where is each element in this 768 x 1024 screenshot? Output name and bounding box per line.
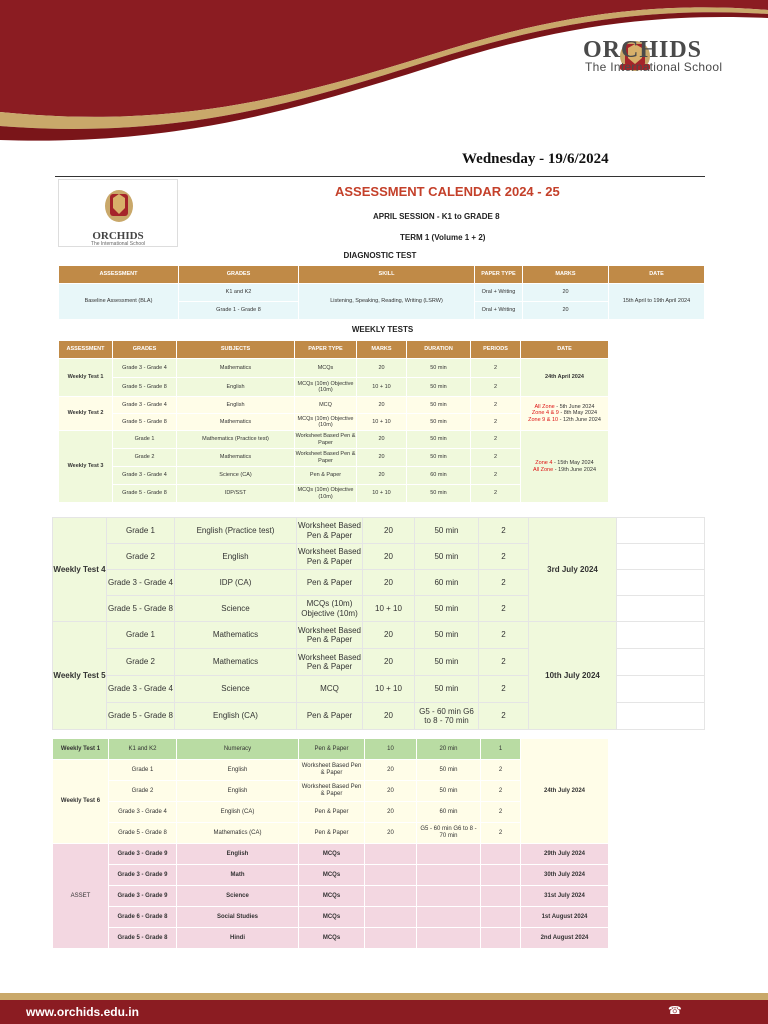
- grades-cell: Grade 3 - Grade 9: [109, 865, 177, 886]
- date-cell: 29th July 2024: [521, 844, 609, 865]
- subject-cell: Science: [175, 676, 297, 703]
- test-name: Weekly Test 6: [53, 760, 109, 844]
- subject-cell: English: [177, 397, 295, 414]
- grades-cell: Grade 2: [113, 449, 177, 467]
- date-cell: 3rd July 2024: [529, 518, 617, 622]
- grades-cell: Grade 3 - Grade 4: [109, 802, 177, 823]
- date-cell: [521, 397, 609, 431]
- duration-cell: 50 min: [415, 596, 479, 622]
- periods-cell: 2: [471, 359, 521, 378]
- grades-cell: Grade 3 - Grade 4: [113, 359, 177, 378]
- duration-cell: 50 min: [415, 544, 479, 570]
- subject-cell: Hindi: [177, 928, 299, 949]
- paper-cell: Worksheet Based Pen & Paper: [299, 760, 365, 781]
- zone-date: - 12th June 2024: [558, 416, 601, 423]
- subject-cell: Numeracy: [177, 739, 299, 760]
- paper-cell: Worksheet Based Pen & Paper: [297, 518, 363, 544]
- date-cell: 2nd August 2024: [521, 928, 609, 949]
- subject-cell: English: [177, 844, 299, 865]
- duration-cell: 50 min: [415, 518, 479, 544]
- date-cell: 1st August 2024: [521, 907, 609, 928]
- grades-cell: Grade 6 - Grade 8: [109, 907, 177, 928]
- periods-cell: 2: [481, 781, 521, 802]
- periods-cell: 2: [471, 485, 521, 503]
- grades-cell: K1 and K2: [179, 284, 299, 302]
- paper-cell: Pen & Paper: [295, 467, 357, 485]
- marks-cell: 20: [363, 518, 415, 544]
- marks-cell: 20: [363, 703, 415, 730]
- duration-cell: G5 - 60 min G6 to 8 - 70 min: [417, 823, 481, 844]
- empty-cell: [481, 907, 521, 928]
- col-header: PERIODS: [471, 341, 521, 359]
- grades-cell: Grade 3 - Grade 9: [109, 886, 177, 907]
- marks-cell: 10 + 10: [357, 378, 407, 397]
- grades-cell: Grade 1 - Grade 8: [179, 302, 299, 320]
- duration-cell: 50 min: [407, 485, 471, 503]
- zone-date: - 15th May 2024: [552, 460, 594, 467]
- periods-cell: 2: [479, 676, 529, 703]
- col-header: PAPER TYPE: [475, 266, 523, 284]
- subject-cell: Mathematics: [177, 449, 295, 467]
- marks-cell: 10 + 10: [363, 676, 415, 703]
- date-cell: 31st July 2024: [521, 886, 609, 907]
- empty-cell: [417, 928, 481, 949]
- marks-cell: 20: [363, 570, 415, 596]
- zone-date: - 8th May 2024: [558, 410, 598, 417]
- grades-cell: Grade 1: [107, 622, 175, 649]
- paper-cell: MCQs: [299, 844, 365, 865]
- paper-cell: MCQ: [295, 397, 357, 414]
- paper-cell: Worksheet Based Pen & Paper: [295, 449, 357, 467]
- col-header: GRADES: [179, 266, 299, 284]
- subject-cell: Mathematics: [177, 359, 295, 378]
- grades-cell: Grade 3 - Grade 9: [109, 844, 177, 865]
- paper-cell: MCQs: [299, 907, 365, 928]
- duration-cell: 50 min: [407, 449, 471, 467]
- subject-cell: English (Practice test): [175, 518, 297, 544]
- duration-cell: G5 - 60 min G6 to 8 - 70 min: [415, 703, 479, 730]
- paper-cell: MCQs: [295, 359, 357, 378]
- grades-cell: Grade 3 - Grade 4: [107, 570, 175, 596]
- col-header: MARKS: [357, 341, 407, 359]
- periods-cell: 2: [471, 378, 521, 397]
- subject-cell: Social Studies: [177, 907, 299, 928]
- website-link[interactable]: www.orchids.edu.in: [26, 1005, 139, 1019]
- subject-cell: Mathematics: [175, 622, 297, 649]
- duration-cell: 60 min: [417, 802, 481, 823]
- periods-cell: 1: [481, 739, 521, 760]
- duration-cell: 50 min: [417, 781, 481, 802]
- paper-cell: Worksheet Based Pen & Paper: [295, 431, 357, 449]
- calendar-title: ASSESSMENT CALENDAR 2024 - 25: [335, 184, 560, 199]
- grades-cell: Grade 5 - Grade 8: [113, 414, 177, 431]
- zone-date: - 19th June 2024: [553, 466, 596, 473]
- duration-cell: 50 min: [415, 622, 479, 649]
- subject-cell: IDP (CA): [175, 570, 297, 596]
- zone-label: All Zone: [533, 466, 554, 473]
- paper-cell: MCQs: [299, 886, 365, 907]
- col-header: SKILL: [299, 266, 475, 284]
- date-cell: 24th July 2024: [521, 739, 609, 844]
- col-header: DURATION: [407, 341, 471, 359]
- duration-cell: 20 min: [417, 739, 481, 760]
- grades-cell: Grade 5 - Grade 8: [107, 703, 175, 730]
- empty-cell: [617, 596, 705, 622]
- marks-cell: 20: [357, 449, 407, 467]
- duration-cell: 50 min: [407, 397, 471, 414]
- inner-logo-name: ORCHIDS: [92, 230, 144, 242]
- test-name: Weekly Test 3: [59, 431, 113, 503]
- grades-cell: Grade 5 - Grade 8: [109, 823, 177, 844]
- grades-cell: Grade 2: [107, 544, 175, 570]
- empty-cell: [365, 928, 417, 949]
- periods-cell: 2: [479, 544, 529, 570]
- paper-cell: MCQs: [299, 928, 365, 949]
- marks-cell: 20: [357, 359, 407, 378]
- inner-logo-sub: The International School: [90, 241, 146, 247]
- paper-cell: MCQs (10m) Objective (10m): [295, 414, 357, 431]
- paper-cell: Pen & Paper: [297, 570, 363, 596]
- empty-cell: [617, 570, 705, 596]
- empty-cell: [417, 907, 481, 928]
- footer-accent: [0, 993, 768, 1000]
- date-cell: 15th April to 19th April 2024: [609, 284, 705, 320]
- marks-cell: 20: [357, 397, 407, 414]
- paper-cell: Worksheet Based Pen & Paper: [297, 622, 363, 649]
- brand-subtitle: The International School: [585, 60, 723, 74]
- test-name: Weekly Test 4: [53, 518, 107, 622]
- periods-cell: 2: [479, 649, 529, 676]
- page-date: Wednesday - 19/6/2024: [462, 151, 609, 167]
- col-header: MARKS: [523, 266, 609, 284]
- grades-cell: Grade 1: [109, 760, 177, 781]
- weekly-tests-table: [58, 340, 609, 503]
- marks-cell: 20: [365, 760, 417, 781]
- empty-cell: [481, 865, 521, 886]
- skill-cell: Listening, Speaking, Reading, Writing (LSRW): [299, 284, 475, 320]
- empty-cell: [617, 622, 705, 649]
- subject-cell: English: [177, 781, 299, 802]
- date-cell: [521, 431, 609, 503]
- empty-cell: [481, 886, 521, 907]
- periods-cell: 2: [479, 596, 529, 622]
- duration-cell: 50 min: [415, 676, 479, 703]
- subject-cell: English (CA): [175, 703, 297, 730]
- empty-cell: [617, 703, 705, 730]
- empty-cell: [365, 907, 417, 928]
- zone-label: Zone 4: [535, 460, 553, 467]
- grades-cell: Grade 2: [109, 781, 177, 802]
- test-name: Weekly Test 1: [59, 359, 113, 397]
- subject-cell: Mathematics: [175, 649, 297, 676]
- periods-cell: 2: [471, 397, 521, 414]
- paper-cell: Oral + Writing: [475, 302, 523, 320]
- paper-cell: MCQs (10m) Objective (10m): [295, 485, 357, 503]
- grades-cell: Grade 5 - Grade 8: [113, 378, 177, 397]
- zone-label: Zone 9 & 10: [528, 416, 559, 423]
- footer: [0, 1000, 768, 1024]
- periods-cell: 2: [479, 570, 529, 596]
- marks-cell: 20: [363, 622, 415, 649]
- col-header: ASSESSMENT: [59, 341, 113, 359]
- calendar-term: TERM 1 (Volume 1 + 2): [400, 233, 486, 242]
- periods-cell: 2: [481, 760, 521, 781]
- marks-cell: 20: [357, 431, 407, 449]
- grades-cell: Grade 5 - Grade 8: [107, 596, 175, 622]
- grades-cell: K1 and K2: [109, 739, 177, 760]
- subject-cell: IDP/SST: [177, 485, 295, 503]
- test-name: Weekly Test 1: [53, 739, 109, 760]
- empty-cell: [365, 865, 417, 886]
- grades-cell: Grade 5 - Grade 8: [113, 485, 177, 503]
- marks-cell: 20: [523, 284, 609, 302]
- col-header: ASSESSMENT: [59, 266, 179, 284]
- test-name: Weekly Test 5: [53, 622, 107, 730]
- grades-cell: Grade 1: [113, 431, 177, 449]
- phone-icon: ☎: [668, 1005, 682, 1017]
- empty-cell: [617, 676, 705, 703]
- zone-date: - 5th June 2024: [554, 404, 595, 411]
- marks-cell: 10 + 10: [357, 414, 407, 431]
- test-name: ASSET: [53, 844, 109, 949]
- marks-cell: 10 + 10: [363, 596, 415, 622]
- inner-logo: [58, 179, 178, 247]
- subject-cell: Science: [177, 886, 299, 907]
- date-cell: 10th July 2024: [529, 622, 617, 730]
- brand-name: ORCHIDS: [583, 37, 703, 63]
- subject-cell: Science: [175, 596, 297, 622]
- paper-cell: Pen & Paper: [297, 703, 363, 730]
- marks-cell: 20: [365, 823, 417, 844]
- weekly-tests-table-3: [52, 738, 609, 949]
- grades-cell: Grade 1: [107, 518, 175, 544]
- duration-cell: 50 min: [415, 649, 479, 676]
- duration-cell: 50 min: [407, 431, 471, 449]
- periods-cell: 2: [479, 518, 529, 544]
- paper-cell: Worksheet Based Pen & Paper: [297, 649, 363, 676]
- paper-cell: MCQs (10m) Objective (10m): [297, 596, 363, 622]
- periods-cell: 2: [471, 431, 521, 449]
- date-cell: 24th April 2024: [521, 359, 609, 397]
- col-header: DATE: [609, 266, 705, 284]
- duration-cell: 50 min: [407, 414, 471, 431]
- zone-label: All Zone: [534, 404, 555, 411]
- marks-cell: 20: [365, 802, 417, 823]
- empty-cell: [481, 844, 521, 865]
- orchids-crest-icon: [99, 184, 139, 228]
- empty-cell: [617, 649, 705, 676]
- duration-cell: 60 min: [415, 570, 479, 596]
- calendar-session: APRIL SESSION - K1 to GRADE 8: [373, 212, 500, 221]
- marks-cell: 10: [365, 739, 417, 760]
- empty-cell: [417, 865, 481, 886]
- zone-label: Zone 4 & 9: [531, 410, 559, 417]
- diagnostic-table: [58, 265, 705, 320]
- duration-cell: 50 min: [407, 378, 471, 397]
- periods-cell: 2: [479, 622, 529, 649]
- grades-cell: Grade 3 - Grade 4: [113, 467, 177, 485]
- paper-cell: Worksheet Based Pen & Paper: [297, 544, 363, 570]
- marks-cell: 20: [363, 649, 415, 676]
- paper-cell: Pen & Paper: [299, 823, 365, 844]
- marks-cell: 10 + 10: [357, 485, 407, 503]
- weekly-tests-table-2: [52, 517, 705, 730]
- empty-cell: [417, 886, 481, 907]
- periods-cell: 2: [481, 823, 521, 844]
- periods-cell: 2: [471, 467, 521, 485]
- empty-cell: [365, 844, 417, 865]
- periods-cell: 2: [471, 414, 521, 431]
- assessment-name: Baseline Assessment (BLA): [59, 284, 179, 320]
- col-header: SUBJECTS: [177, 341, 295, 359]
- paper-cell: Oral + Writing: [475, 284, 523, 302]
- paper-cell: Pen & Paper: [299, 739, 365, 760]
- empty-cell: [417, 844, 481, 865]
- subject-cell: Mathematics (CA): [177, 823, 299, 844]
- subject-cell: Science (CA): [177, 467, 295, 485]
- paper-cell: MCQs (10m) Objective (10m): [295, 378, 357, 397]
- diagnostic-label: DIAGNOSTIC TEST: [343, 251, 417, 260]
- paper-cell: Worksheet Based Pen & Paper: [299, 781, 365, 802]
- col-header: GRADES: [113, 341, 177, 359]
- subject-cell: English: [177, 378, 295, 397]
- periods-cell: 2: [471, 449, 521, 467]
- grades-cell: Grade 3 - Grade 4: [113, 397, 177, 414]
- empty-cell: [617, 544, 705, 570]
- subject-cell: English: [177, 760, 299, 781]
- subject-cell: Math: [177, 865, 299, 886]
- marks-cell: 20: [357, 467, 407, 485]
- grades-cell: Grade 2: [107, 649, 175, 676]
- subject-cell: Mathematics (Practice test): [177, 431, 295, 449]
- paper-cell: Pen & Paper: [299, 802, 365, 823]
- duration-cell: 60 min: [407, 467, 471, 485]
- marks-cell: 20: [365, 781, 417, 802]
- empty-cell: [617, 518, 705, 544]
- grades-cell: Grade 3 - Grade 4: [107, 676, 175, 703]
- paper-cell: MCQs: [299, 865, 365, 886]
- test-name: Weekly Test 2: [59, 397, 113, 431]
- empty-cell: [481, 928, 521, 949]
- periods-cell: 2: [479, 703, 529, 730]
- subject-cell: Mathematics: [177, 414, 295, 431]
- marks-cell: 20: [363, 544, 415, 570]
- empty-cell: [365, 886, 417, 907]
- duration-cell: 50 min: [407, 359, 471, 378]
- grades-cell: Grade 5 - Grade 8: [109, 928, 177, 949]
- weekly-tests-label: WEEKLY TESTS: [351, 325, 414, 334]
- periods-cell: 2: [481, 802, 521, 823]
- subject-cell: English: [175, 544, 297, 570]
- date-cell: 30th July 2024: [521, 865, 609, 886]
- marks-cell: 20: [523, 302, 609, 320]
- paper-cell: MCQ: [297, 676, 363, 703]
- col-header: DATE: [521, 341, 609, 359]
- duration-cell: 50 min: [417, 760, 481, 781]
- col-header: PAPER TYPE: [295, 341, 357, 359]
- subject-cell: English (CA): [177, 802, 299, 823]
